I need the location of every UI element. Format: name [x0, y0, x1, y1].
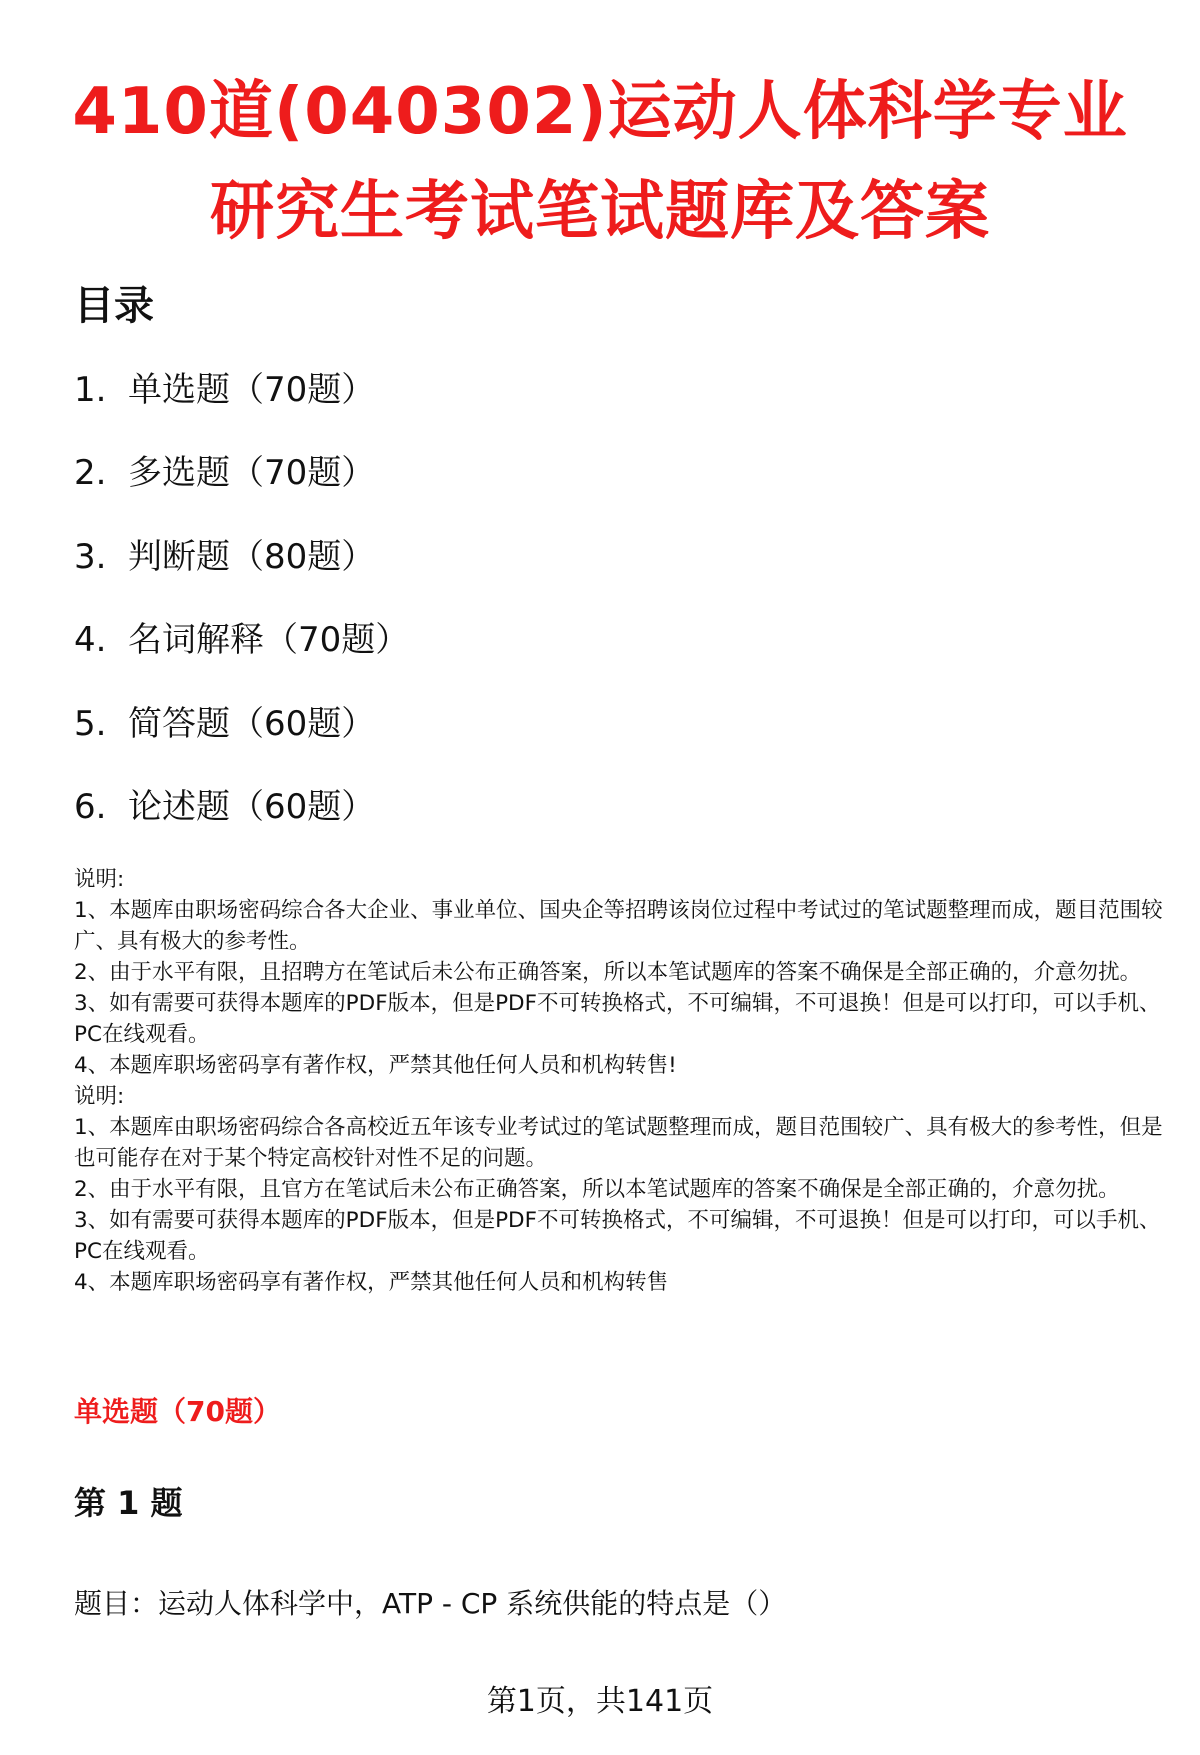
toc-item[interactable] — [74, 445, 409, 528]
note-line: 说明: — [74, 867, 125, 892]
toc-item-number: 5. — [74, 703, 107, 744]
toc-item[interactable] — [74, 696, 409, 779]
toc-item-label: 简答题（60题） — [128, 703, 376, 744]
toc-item-label: 名词解释（70题） — [128, 620, 410, 661]
toc-item-number: 4. — [74, 620, 107, 661]
toc-item-label: 单选题（70题） — [128, 370, 376, 410]
question-text: 题目：运动人体科学中，ATP - CP 系统供能的特点是（） — [74, 1587, 787, 1620]
page-footer: 第1页，共141页 — [486, 1684, 714, 1719]
table-of-contents — [74, 362, 409, 862]
toc-item-label: 判断题（80题） — [128, 536, 376, 577]
note-line: 3、如有需要可获得本题库的PDF版本，但是PDF不可转换格式，不可编辑，不可退换！但是可以打印，可以手机、PC在线观看。 — [74, 991, 1161, 1047]
toc-item-label: 论述题（60题） — [128, 786, 376, 827]
toc-item-label: 多选题（70题） — [128, 453, 376, 494]
notes-block — [74, 864, 1164, 1298]
toc-item[interactable] — [74, 529, 409, 612]
note-line: 4、本题库职场密码享有著作权，严禁其他任何人员和机构转售! — [74, 1053, 677, 1078]
note-line: 1、本题库由职场密码综合各大企业、事业单位、国央企等招聘该岗位过程中考试过的笔试题整理而成，题目范围较广、具有极大的参考性。 — [74, 898, 1163, 954]
note-line: 2、由于水平有限，且招聘方在笔试后未公布正确答案，所以本笔试题库的答案不确保是全部正确的，介意勿扰。 — [74, 960, 1142, 985]
toc-item[interactable] — [74, 779, 409, 862]
toc-heading: 目录 — [74, 283, 154, 329]
note-line: 说明: — [74, 1084, 125, 1109]
section-heading: 单选题（70题） — [74, 1395, 281, 1428]
toc-item[interactable] — [74, 362, 409, 445]
toc-item-number: 6. — [74, 786, 107, 827]
toc-item-number: 1. — [74, 370, 107, 410]
note-line: 4、本题库职场密码享有著作权，严禁其他任何人员和机构转售 — [74, 1270, 669, 1295]
title-line-2: 研究生考试笔试题库及答案 — [210, 175, 990, 249]
toc-item-number: 3. — [74, 536, 107, 577]
question-number: 第 1 题 — [74, 1484, 183, 1522]
document-title — [0, 62, 1200, 262]
note-line: 2、由于水平有限，且官方在笔试后未公布正确答案，所以本笔试题库的答案不确保是全部正确的，介意勿扰。 — [74, 1177, 1120, 1202]
title-line-1: 410道(040302)运动人体科学专业 — [72, 75, 1128, 149]
note-line: 3、如有需要可获得本题库的PDF版本，但是PDF不可转换格式，不可编辑，不可退换！但是可以打印，可以手机、PC在线观看。 — [74, 1208, 1161, 1264]
toc-item[interactable] — [74, 612, 409, 695]
note-line: 1、本题库由职场密码综合各高校近五年该专业考试过的笔试题整理而成，题目范围较广、具有极大的参考性，但是也可能存在对于某个特定高校针对性不足的问题。 — [74, 1115, 1163, 1171]
toc-item-number: 2. — [74, 453, 107, 494]
